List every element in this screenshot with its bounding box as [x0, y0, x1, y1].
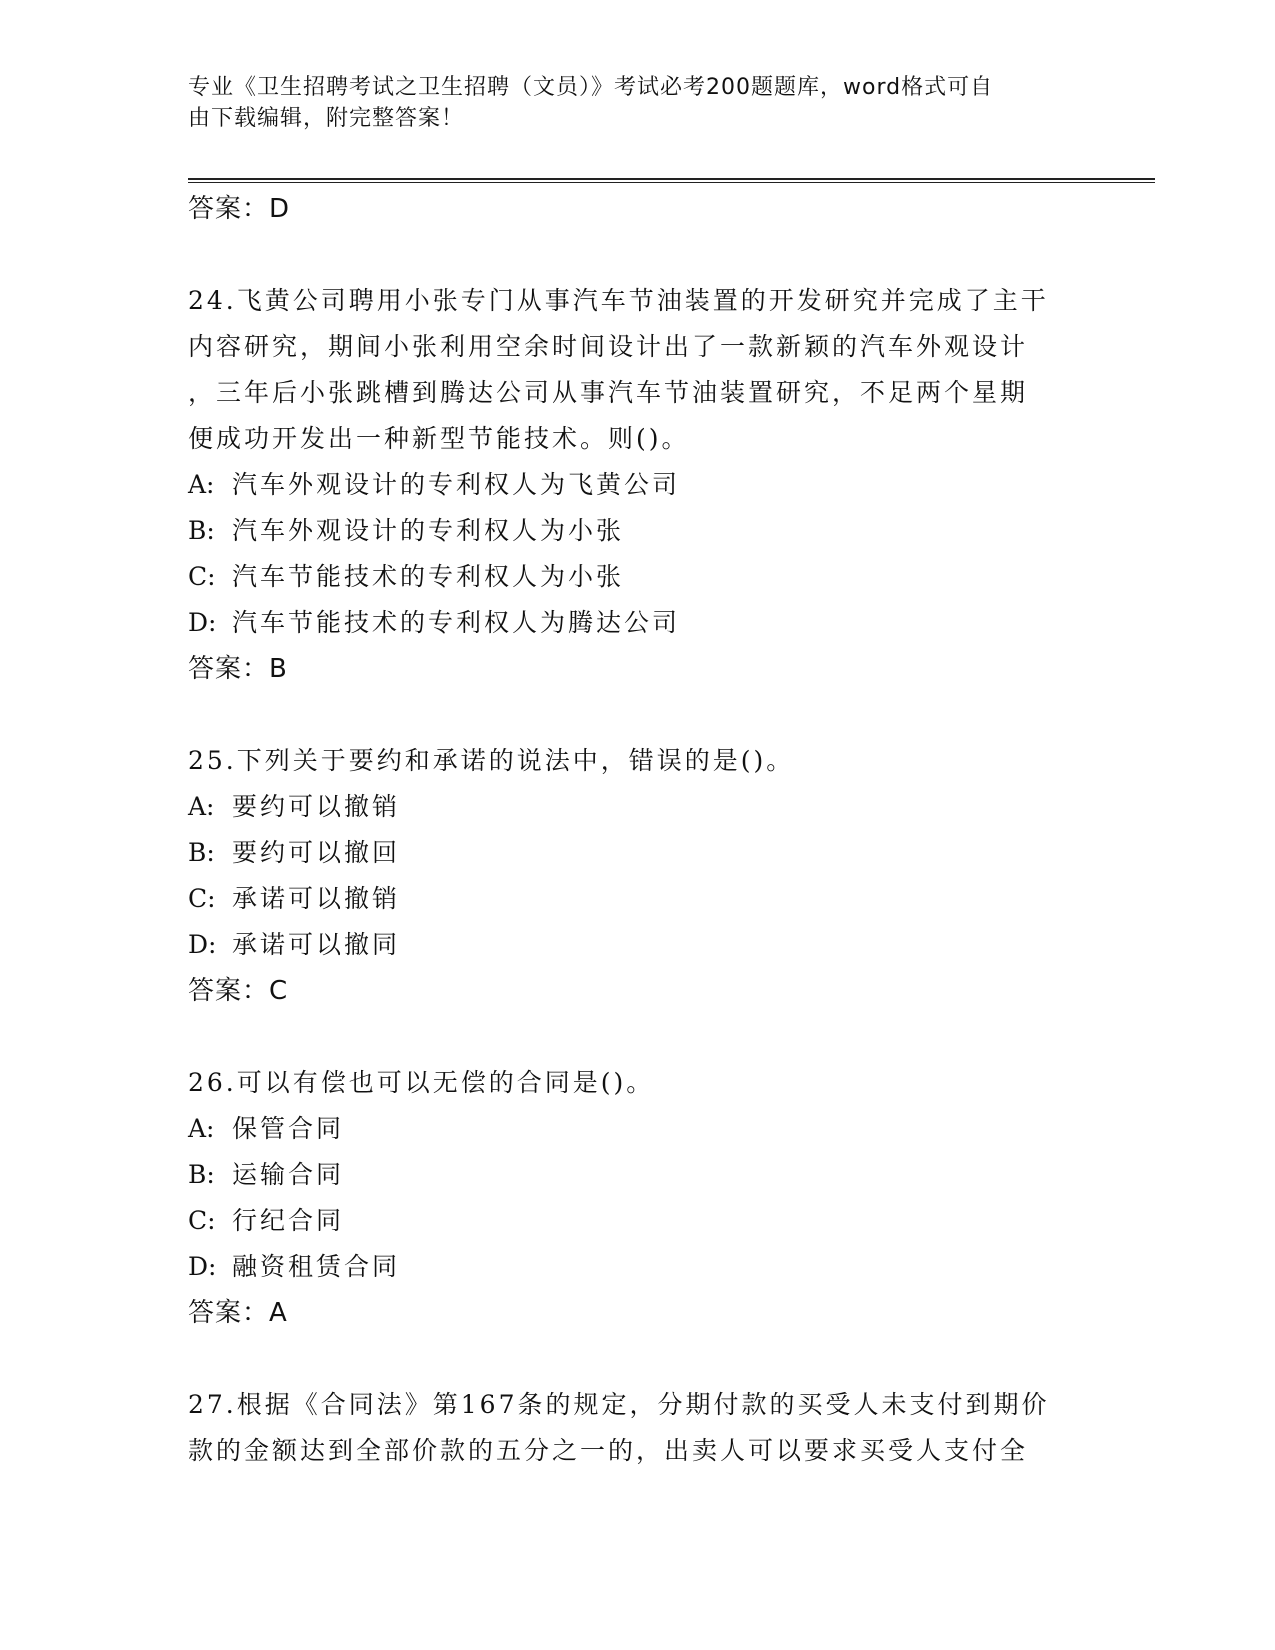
answer-option [188, 1198, 1088, 1244]
option-letter: D: [188, 930, 217, 959]
question-list [188, 186, 1088, 1474]
question-text-line: 款的金额达到全部价款的五分之一的，出卖人可以要求买受人支付全 [188, 1436, 1029, 1465]
question-text-line: 24.飞黄公司聘用小张专门从事汽车节油装置的开发研究并完成了主干 [188, 286, 1049, 315]
answer-option [188, 1106, 1088, 1152]
answer-option [188, 462, 1088, 508]
answer-option [188, 922, 1088, 968]
answer-line: 答案：D [188, 194, 291, 224]
option-letter: B: [188, 1160, 215, 1189]
spacer [188, 232, 1088, 278]
question-block [188, 278, 1088, 646]
header-line-1: 专业《卫生招聘考试之卫生招聘（文员）》考试必考200题题库，word格式可自 [188, 75, 994, 100]
option-text: 汽车外观设计的专利权人为飞黄公司 [232, 470, 681, 499]
answer-line: 答案：A [188, 1298, 288, 1328]
answer-option [188, 876, 1088, 922]
answer-line: 答案：B [188, 654, 288, 684]
spacer [188, 692, 1088, 738]
option-letter: D: [188, 608, 217, 637]
spacer [188, 1336, 1088, 1382]
spacer [188, 1014, 1088, 1060]
question-text-line: 便成功开发出一种新型节能技术。则()。 [188, 424, 690, 453]
option-text: 汽车节能技术的专利权人为腾达公司 [232, 608, 681, 637]
option-text: 保管合同 [232, 1114, 345, 1143]
option-text: 要约可以撤回 [232, 838, 401, 867]
answer-line: 答案：C [188, 976, 289, 1006]
option-letter: A: [188, 792, 215, 821]
question-text-line: 25.下列关于要约和承诺的说法中，错误的是()。 [188, 746, 795, 775]
option-text: 汽车节能技术的专利权人为小张 [232, 562, 625, 591]
answer-option [188, 1244, 1088, 1290]
answer-option [188, 1152, 1088, 1198]
page-header [188, 72, 1068, 134]
question-block [188, 738, 1088, 968]
question-text-line: ，三年后小张跳槽到腾达公司从事汽车节油装置研究，不足两个星期 [188, 378, 1029, 407]
question-block [188, 1382, 1088, 1474]
option-text: 汽车外观设计的专利权人为小张 [232, 516, 625, 545]
option-text: 融资租赁合同 [232, 1252, 401, 1281]
option-text: 承诺可以撤销 [232, 884, 401, 913]
answer-option [188, 784, 1088, 830]
question-block [188, 1060, 1088, 1290]
answer-option [188, 508, 1088, 554]
option-text: 承诺可以撤同 [232, 930, 401, 959]
option-letter: C: [188, 562, 216, 591]
option-letter: B: [188, 516, 215, 545]
option-text: 运输合同 [232, 1160, 345, 1189]
answer-option [188, 600, 1088, 646]
header-line-2: 由下载编辑，附完整答案！ [188, 106, 465, 131]
header-divider [188, 178, 1155, 183]
option-text: 行纪合同 [232, 1206, 345, 1235]
answer-option [188, 830, 1088, 876]
option-letter: C: [188, 884, 216, 913]
question-text-line: 内容研究，期间小张利用空余时间设计出了一款新颖的汽车外观设计 [188, 332, 1029, 361]
question-text-line: 26.可以有偿也可以无偿的合同是()。 [188, 1068, 655, 1097]
option-letter: D: [188, 1252, 217, 1281]
option-letter: A: [188, 470, 215, 499]
answer-option [188, 554, 1088, 600]
option-letter: C: [188, 1206, 216, 1235]
option-letter: A: [188, 1114, 215, 1143]
option-letter: B: [188, 838, 215, 867]
option-text: 要约可以撤销 [232, 792, 401, 821]
question-text-line: 27.根据《合同法》第167条的规定，分期付款的买受人未支付到期价 [188, 1390, 1050, 1419]
